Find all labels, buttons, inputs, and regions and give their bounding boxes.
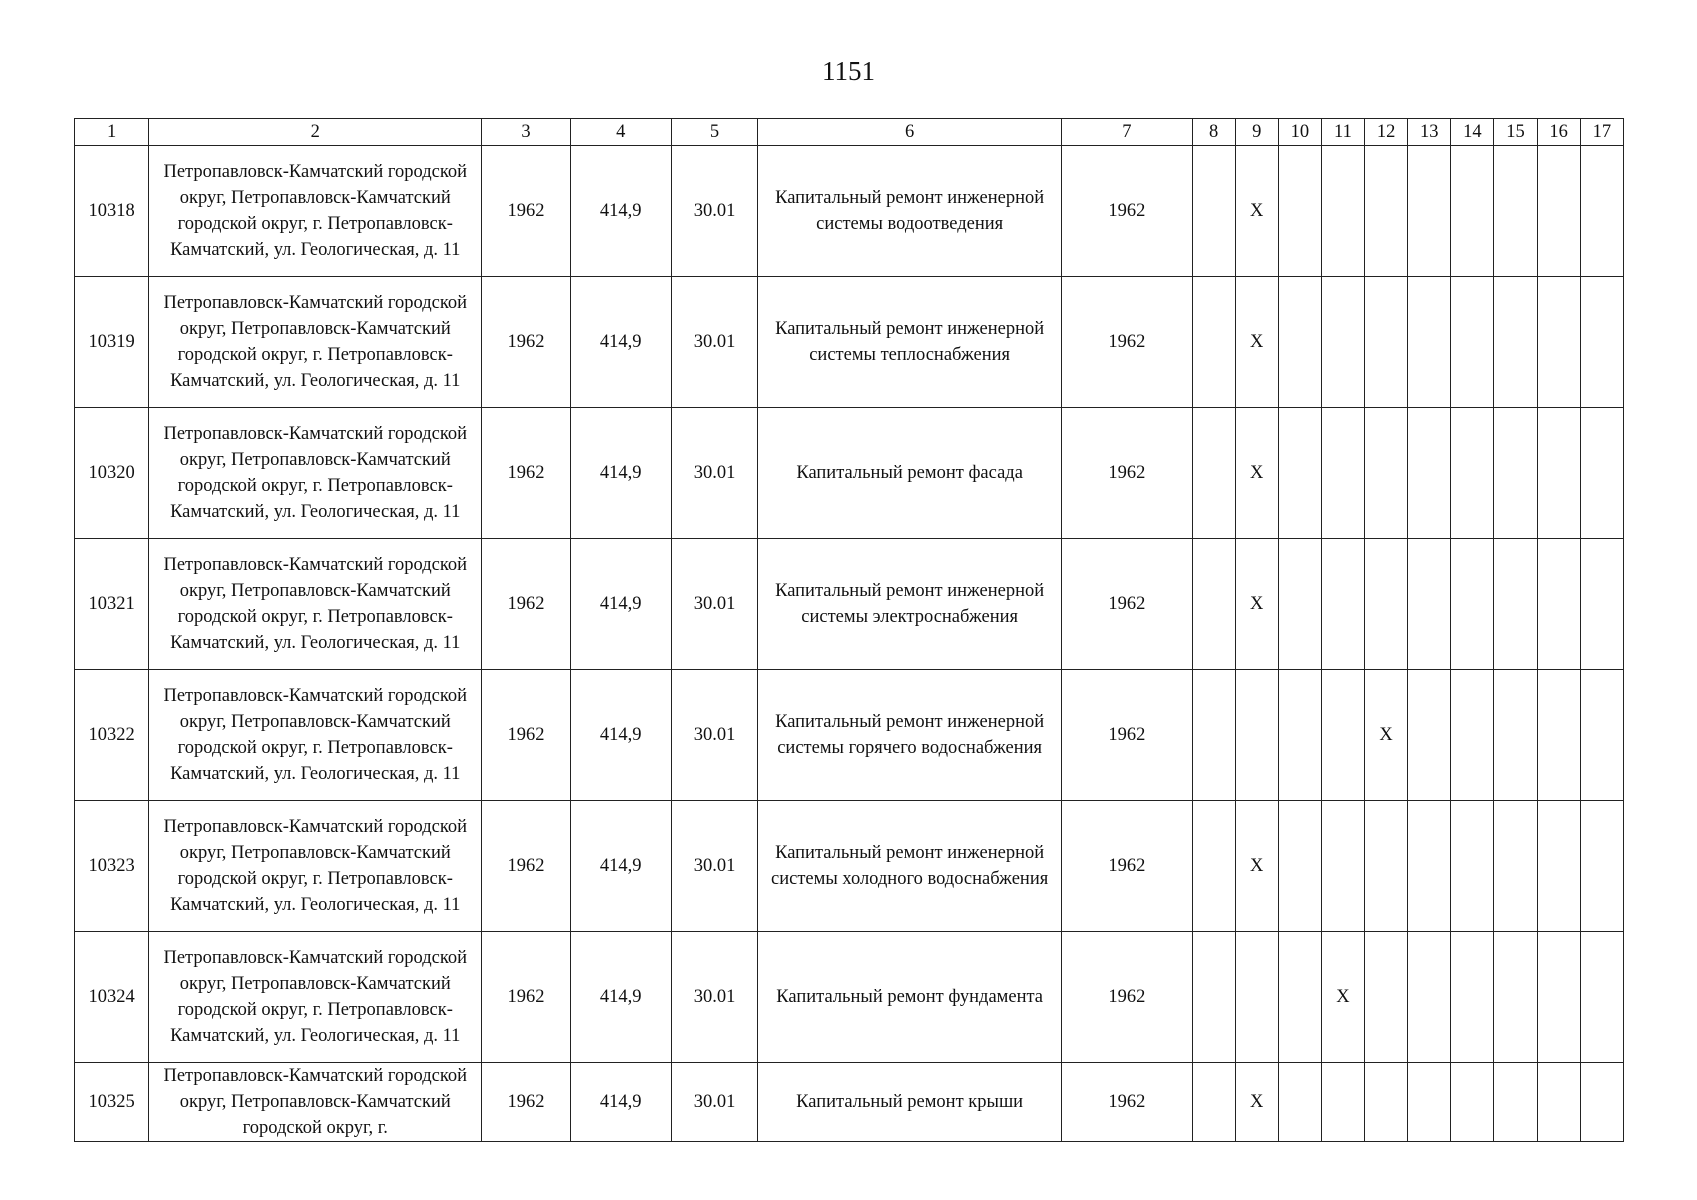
- table-row: [75, 1063, 1624, 1142]
- mark-cell: [1451, 801, 1494, 932]
- area-cell: 414,9: [570, 146, 671, 277]
- table-row: [75, 932, 1624, 1063]
- column-header: 16: [1537, 119, 1580, 146]
- mark-cell: [1235, 670, 1278, 801]
- mark-cell: [1365, 539, 1408, 670]
- mark-cell: [1321, 670, 1364, 801]
- mark-cell: [1494, 539, 1537, 670]
- work-type-cell: Капитальный ремонт фасада: [758, 408, 1062, 539]
- mark-cell: [1451, 277, 1494, 408]
- mark-cell: [1537, 932, 1580, 1063]
- mark-cell: [1192, 408, 1235, 539]
- mark-cell: [1451, 539, 1494, 670]
- mark-cell: [1580, 146, 1623, 277]
- mark-cell: [1580, 539, 1623, 670]
- column-header: 11: [1321, 119, 1364, 146]
- mark-cell: [1580, 1063, 1623, 1142]
- mark-cell: [1321, 408, 1364, 539]
- mark-cell: [1192, 539, 1235, 670]
- mark-cell: [1537, 277, 1580, 408]
- column-header: 14: [1451, 119, 1494, 146]
- mark-cell: [1494, 146, 1537, 277]
- year-built-cell: 1962: [482, 1063, 570, 1142]
- code-cell: 30.01: [671, 801, 757, 932]
- mark-cell: [1537, 146, 1580, 277]
- code-cell: 30.01: [671, 670, 757, 801]
- mark-cell: [1451, 932, 1494, 1063]
- mark-cell: [1365, 1063, 1408, 1142]
- address-cell: Петропавловск-Камчатский городской округ, Петропавловск-Камчатский городской округ, г. Петропавловск-Камчатский, ул. Геологическая, д. 11: [149, 670, 482, 801]
- area-cell: 414,9: [570, 277, 671, 408]
- year-built-cell: 1962: [482, 539, 570, 670]
- column-header: 9: [1235, 119, 1278, 146]
- mark-cell: X: [1235, 1063, 1278, 1142]
- address-cell: Петропавловск-Камчатский городской округ, Петропавловск-Камчатский городской округ, г. Петропавловск-Камчатский, ул. Геологическая, д. 11: [149, 932, 482, 1063]
- mark-cell: X: [1235, 539, 1278, 670]
- planned-year-cell: 1962: [1062, 932, 1192, 1063]
- code-cell: 30.01: [671, 539, 757, 670]
- address-cell: Петропавловск-Камчатский городской округ, Петропавловск-Камчатский городской округ, г. Петропавловск-Камчатский, ул. Геологическая, д. 11: [149, 408, 482, 539]
- mark-cell: [1408, 670, 1451, 801]
- column-header: 3: [482, 119, 570, 146]
- mark-cell: [1278, 146, 1321, 277]
- mark-cell: [1494, 801, 1537, 932]
- address-cell: Петропавловск-Камчатский городской округ, Петропавловск-Камчатский городской округ, г.: [149, 1063, 482, 1142]
- planned-year-cell: 1962: [1062, 801, 1192, 932]
- mark-cell: [1537, 1063, 1580, 1142]
- mark-cell: [1192, 1063, 1235, 1142]
- mark-cell: X: [1235, 408, 1278, 539]
- year-built-cell: 1962: [482, 670, 570, 801]
- mark-cell: [1321, 539, 1364, 670]
- column-header: 4: [570, 119, 671, 146]
- record-number: 10322: [75, 670, 149, 801]
- work-type-cell: Капитальный ремонт инженерной системы теплоснабжения: [758, 277, 1062, 408]
- mark-cell: [1408, 408, 1451, 539]
- work-type-cell: Капитальный ремонт инженерной системы водоотведения: [758, 146, 1062, 277]
- mark-cell: [1278, 932, 1321, 1063]
- code-cell: 30.01: [671, 146, 757, 277]
- record-number: 10325: [75, 1063, 149, 1142]
- column-header: 15: [1494, 119, 1537, 146]
- mark-cell: [1365, 408, 1408, 539]
- mark-cell: [1580, 277, 1623, 408]
- mark-cell: [1192, 801, 1235, 932]
- planned-year-cell: 1962: [1062, 146, 1192, 277]
- column-header: 12: [1365, 119, 1408, 146]
- year-built-cell: 1962: [482, 801, 570, 932]
- work-type-cell: Капитальный ремонт инженерной системы холодного водоснабжения: [758, 801, 1062, 932]
- mark-cell: [1408, 1063, 1451, 1142]
- mark-cell: [1235, 932, 1278, 1063]
- mark-cell: [1192, 670, 1235, 801]
- column-header: 17: [1580, 119, 1623, 146]
- mark-cell: [1192, 932, 1235, 1063]
- mark-cell: [1408, 801, 1451, 932]
- table-row: [75, 408, 1624, 539]
- mark-cell: [1192, 277, 1235, 408]
- capital-repair-table: [74, 118, 1624, 1142]
- column-header: 8: [1192, 119, 1235, 146]
- page-number: 1151: [822, 56, 875, 86]
- mark-cell: [1580, 670, 1623, 801]
- mark-cell: [1192, 146, 1235, 277]
- record-number: 10320: [75, 408, 149, 539]
- area-cell: 414,9: [570, 539, 671, 670]
- address-cell: Петропавловск-Камчатский городской округ, Петропавловск-Камчатский городской округ, г. Петропавловск-Камчатский, ул. Геологическая, д. 11: [149, 146, 482, 277]
- record-number: 10321: [75, 539, 149, 670]
- address-cell: Петропавловск-Камчатский городской округ, Петропавловск-Камчатский городской округ, г. Петропавловск-Камчатский, ул. Геологическая, д. 11: [149, 539, 482, 670]
- mark-cell: [1537, 670, 1580, 801]
- mark-cell: [1580, 408, 1623, 539]
- mark-cell: [1537, 408, 1580, 539]
- planned-year-cell: 1962: [1062, 670, 1192, 801]
- mark-cell: X: [1235, 277, 1278, 408]
- code-cell: 30.01: [671, 1063, 757, 1142]
- mark-cell: [1365, 932, 1408, 1063]
- mark-cell: [1365, 801, 1408, 932]
- area-cell: 414,9: [570, 670, 671, 801]
- mark-cell: [1580, 801, 1623, 932]
- work-type-cell: Капитальный ремонт инженерной системы электроснабжения: [758, 539, 1062, 670]
- code-cell: 30.01: [671, 277, 757, 408]
- area-cell: 414,9: [570, 932, 671, 1063]
- mark-cell: [1278, 1063, 1321, 1142]
- column-header: 10: [1278, 119, 1321, 146]
- code-cell: 30.01: [671, 408, 757, 539]
- planned-year-cell: 1962: [1062, 277, 1192, 408]
- record-number: 10324: [75, 932, 149, 1063]
- mark-cell: X: [1365, 670, 1408, 801]
- column-header: 1: [75, 119, 149, 146]
- mark-cell: [1278, 670, 1321, 801]
- year-built-cell: 1962: [482, 277, 570, 408]
- column-header: 2: [149, 119, 482, 146]
- mark-cell: [1278, 408, 1321, 539]
- area-cell: 414,9: [570, 801, 671, 932]
- column-header: 13: [1408, 119, 1451, 146]
- table-row: [75, 801, 1624, 932]
- mark-cell: [1408, 146, 1451, 277]
- mark-cell: [1278, 539, 1321, 670]
- work-type-cell: Капитальный ремонт инженерной системы горячего водоснабжения: [758, 670, 1062, 801]
- work-type-cell: Капитальный ремонт крыши: [758, 1063, 1062, 1142]
- table-row: [75, 670, 1624, 801]
- mark-cell: X: [1235, 146, 1278, 277]
- mark-cell: [1537, 539, 1580, 670]
- area-cell: 414,9: [570, 408, 671, 539]
- planned-year-cell: 1962: [1062, 539, 1192, 670]
- mark-cell: [1408, 277, 1451, 408]
- mark-cell: [1537, 801, 1580, 932]
- column-number-header-row: [75, 119, 1624, 146]
- record-number: 10323: [75, 801, 149, 932]
- mark-cell: [1365, 277, 1408, 408]
- mark-cell: [1365, 146, 1408, 277]
- planned-year-cell: 1962: [1062, 1063, 1192, 1142]
- mark-cell: [1408, 539, 1451, 670]
- column-header: 7: [1062, 119, 1192, 146]
- table-row: [75, 277, 1624, 408]
- code-cell: 30.01: [671, 932, 757, 1063]
- mark-cell: [1494, 1063, 1537, 1142]
- mark-cell: [1278, 277, 1321, 408]
- mark-cell: [1494, 670, 1537, 801]
- mark-cell: [1451, 670, 1494, 801]
- mark-cell: [1321, 1063, 1364, 1142]
- mark-cell: [1321, 277, 1364, 408]
- area-cell: 414,9: [570, 1063, 671, 1142]
- mark-cell: X: [1321, 932, 1364, 1063]
- table-row: [75, 539, 1624, 670]
- mark-cell: X: [1235, 801, 1278, 932]
- column-header: 5: [671, 119, 757, 146]
- record-number: 10318: [75, 146, 149, 277]
- mark-cell: [1321, 146, 1364, 277]
- planned-year-cell: 1962: [1062, 408, 1192, 539]
- mark-cell: [1580, 932, 1623, 1063]
- mark-cell: [1278, 801, 1321, 932]
- mark-cell: [1408, 932, 1451, 1063]
- mark-cell: [1494, 408, 1537, 539]
- mark-cell: [1451, 408, 1494, 539]
- record-number: 10319: [75, 277, 149, 408]
- column-header: 6: [758, 119, 1062, 146]
- table-body: [75, 146, 1624, 1142]
- table-row: [75, 146, 1624, 277]
- mark-cell: [1321, 801, 1364, 932]
- year-built-cell: 1962: [482, 408, 570, 539]
- address-cell: Петропавловск-Камчатский городской округ, Петропавловск-Камчатский городской округ, г. Петропавловск-Камчатский, ул. Геологическая, д. 11: [149, 801, 482, 932]
- mark-cell: [1451, 1063, 1494, 1142]
- mark-cell: [1451, 146, 1494, 277]
- year-built-cell: 1962: [482, 932, 570, 1063]
- address-cell: Петропавловск-Камчатский городской округ, Петропавловск-Камчатский городской округ, г. Петропавловск-Камчатский, ул. Геологическая, д. 11: [149, 277, 482, 408]
- work-type-cell: Капитальный ремонт фундамента: [758, 932, 1062, 1063]
- mark-cell: [1494, 932, 1537, 1063]
- mark-cell: [1494, 277, 1537, 408]
- year-built-cell: 1962: [482, 146, 570, 277]
